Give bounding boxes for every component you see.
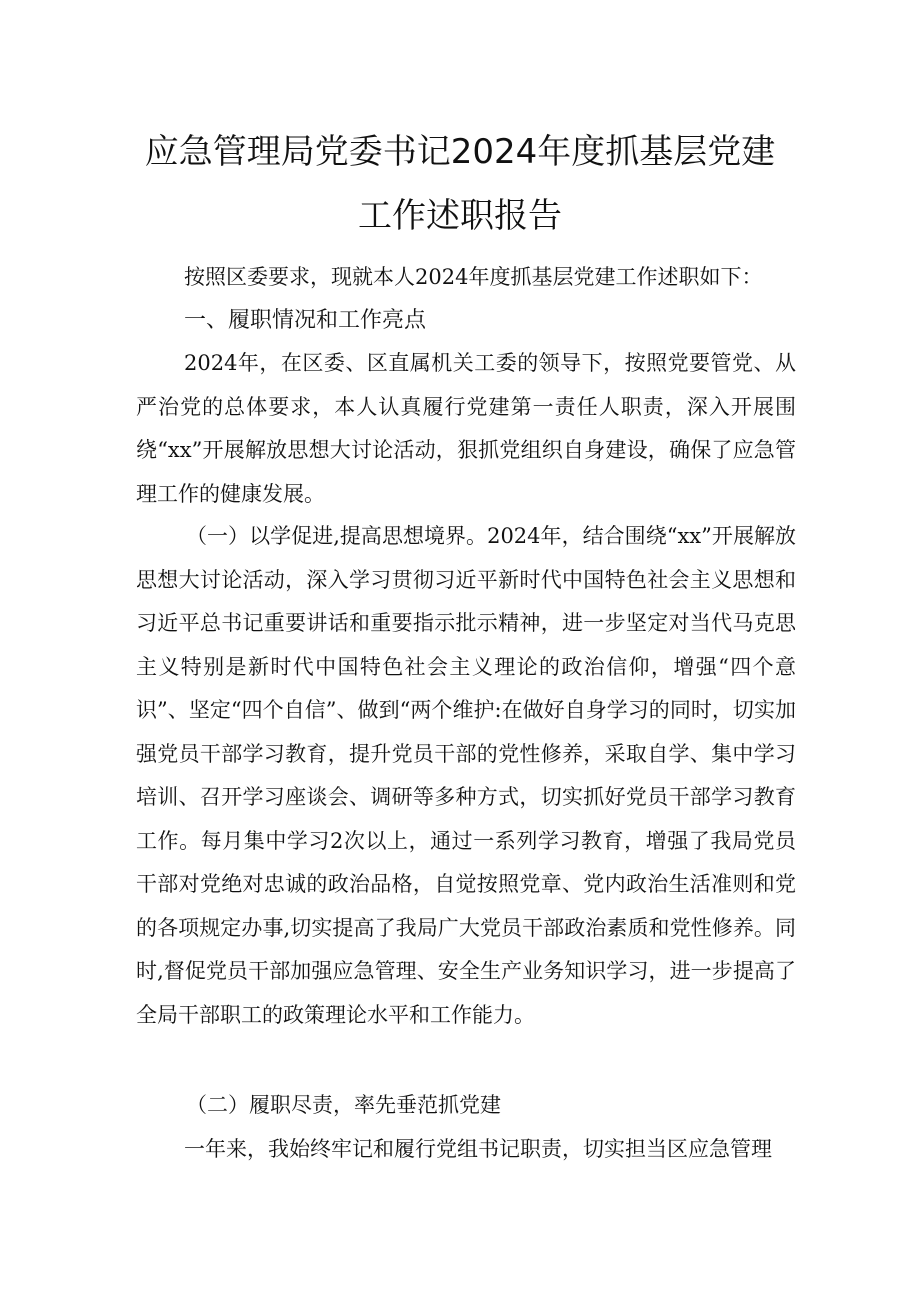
section-1-heading: 一、履职情况和工作亮点 bbox=[184, 308, 427, 333]
subheading-2: （二）履职尽责，率先垂范抓党建 bbox=[186, 1093, 501, 1117]
paragraph-1: 2024年，在区委、区直属机关工委的领导下，按照党要管党、从严治党的总体要求，本人认真履行党建第一责任人职责，深入开展围绕“xx”开展解放思想大讨论活动，狠抓党组织自身建设，确保了应急管理工作的健康发展。 bbox=[136, 351, 796, 506]
document-title-line-2: 工作述职报告 bbox=[358, 196, 562, 236]
paragraph-3: 一年来，我始终牢记和履行党组书记职责，切实担当区应急管理 bbox=[184, 1137, 772, 1161]
paragraph-2: （一）以学促进,提高思想境界。2024年，结合围绕“xx”开展解放思想大讨论活动，深入学习贯彻习近平新时代中国特色社会主义思想和习近平总书记重要讲话和重要指示批示精神，进一步坚定对当代马克思主义特别是新时代中国特色社会主义理论的政治信仰，增强“四个意识”、坚定“四个自信”、做到“两个维护:在做好自身学习的同时，切实加强党员干部学习教育，提升党员干部的党性修养，采取自学、集中学习培训、召开学习座谈会、调研等多种方式，切实抓好党员干部学习教育工作。每月集中学习2次以上，通过一系列学习教育，增强了我局党员干部对党绝对忠诚的政治品格，自觉按照党章、党内政治生活准则和党的各项规定办事,切实提高了我局广大党员干部政治素质和党性修养。同时,督促党员干部加强应急管理、安全生产业务知识学习，进一步提高了全局干部职工的政策理论水平和工作能力。 bbox=[136, 524, 796, 1027]
intro-paragraph: 按照区委要求，现就本人2024年度抓基层党建工作述职如下： bbox=[184, 265, 763, 289]
document-title-line-1: 应急管理局党委书记2024年度抓基层党建 bbox=[144, 132, 776, 172]
